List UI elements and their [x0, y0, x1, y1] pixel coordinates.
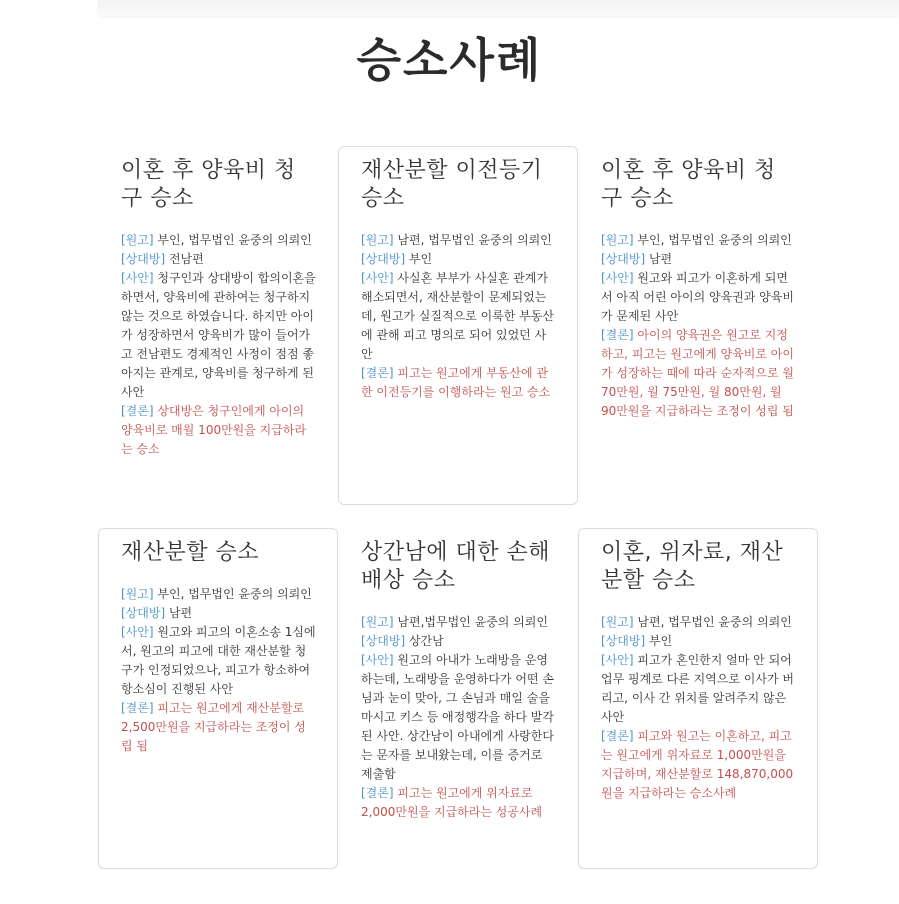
case-summary-row — [601, 651, 797, 727]
row-text: 상간남 — [408, 634, 444, 648]
conclusion-row — [361, 784, 557, 822]
page-title: 승소사례 — [356, 33, 543, 87]
opponent-row — [121, 250, 317, 269]
row-tag: [결론] — [121, 701, 154, 715]
case-card — [338, 146, 578, 505]
case-card — [578, 146, 818, 436]
case-card — [578, 528, 818, 869]
row-text: 부인 — [408, 252, 433, 266]
top-bar — [98, 0, 899, 16]
row-tag: [사안] — [601, 271, 634, 285]
plaintiff-row — [361, 231, 557, 250]
case-summary-row — [361, 269, 557, 364]
row-tag: [원고] — [601, 615, 634, 629]
case-card — [98, 146, 338, 474]
row-text: 사실혼 부부가 사실혼 관계가 해소되면서, 재산분할이 문제되었는데, 원고가 실질적으로 이룩한 부동산에 관해 피고 명의로 되어 있었던 사안 — [361, 271, 554, 361]
row-tag: [상대방] — [121, 252, 166, 266]
plaintiff-row — [601, 231, 797, 250]
row-tag: [사안] — [361, 271, 394, 285]
row-tag: [원고] — [121, 587, 154, 601]
card-title: 상간남에 대한 손해배상 승소 — [361, 540, 551, 593]
card-title: 이혼 후 양육비 청구 승소 — [601, 158, 776, 211]
row-tag: [결론] — [361, 786, 394, 800]
row-text: 부인, 법무법인 윤중의 의뢰인 — [157, 587, 312, 601]
row-text: 피고와 원고는 이혼하고, 피고는 원고에게 위자료로 1,000만원을 지급하며, 재산분할로 148,870,000원을 지급하라는 승소사례 — [601, 729, 794, 800]
row-tag: [결론] — [601, 328, 634, 342]
opponent-row — [361, 250, 557, 269]
row-text: 부인, 법무법인 윤중의 의뢰인 — [157, 233, 312, 247]
row-tag: [결론] — [361, 366, 394, 380]
row-tag: [결론] — [601, 729, 634, 743]
row-tag: [상대방] — [361, 252, 406, 266]
row-text: 아이의 양육권은 원고로 지정하고, 피고는 원고에게 양육비로 아이가 성장하는 때에 따라 순자적으로 월 70만원, 월 75만원, 월 80만원, 월 90만원을 지급하라는 조정이 성립 됨 — [601, 328, 794, 418]
row-text: 원고와 피고가 이혼하게 되면서 아직 어린 아이의 양육권과 양육비가 문제된 사안 — [601, 271, 794, 323]
opponent-row — [601, 250, 797, 269]
row-text: 남편, 법무법인 윤중의 의뢰인 — [637, 615, 792, 629]
case-card — [338, 528, 578, 837]
case-summary-row — [121, 269, 317, 402]
row-text: 원고의 아내가 노래방을 운영하는데, 노래방을 운영하다가 어떤 손님과 눈이 맞아, 그 손님과 매일 술을 마시고 키스 등 애정행각을 하다 발각된 사안. 상간남이 아내에게 사랑한다는 문자를 보내왔는데, 이를 증거로 제출함 — [361, 653, 554, 781]
card-title: 이혼 후 양육비 청구 승소 — [121, 158, 296, 211]
conclusion-row — [601, 326, 797, 421]
row-text: 부인, 법무법인 윤중의 의뢰인 — [637, 233, 792, 247]
row-text: 피고가 혼인한지 얼마 안 되어 업무 핑계로 다른 지역으로 이사가 버리고, 이사 간 위치를 알려주지 않은 사안 — [601, 653, 794, 724]
case-summary-row — [121, 623, 317, 699]
conclusion-row — [361, 364, 557, 402]
opponent-row — [121, 604, 317, 623]
card-title: 재산분할 이전등기 승소 — [361, 158, 543, 211]
row-text: 피고는 원고에게 부동산에 관한 이전등기를 이행하라는 원고 승소 — [361, 366, 551, 399]
row-tag: [상대방] — [121, 606, 166, 620]
conclusion-row — [121, 402, 317, 459]
row-tag: [원고] — [361, 233, 394, 247]
row-text: 피고는 원고에게 재산분할로 2,500만원을 지급하라는 조정이 성립 됨 — [121, 701, 306, 753]
case-card — [98, 528, 338, 869]
row-tag: [상대방] — [361, 634, 406, 648]
row-tag: [결론] — [121, 404, 154, 418]
row-tag: [원고] — [121, 233, 154, 247]
row-text: 상대방은 청구인에게 아이의 양육비로 매월 100만원을 지급하라는 승소 — [121, 404, 307, 456]
plaintiff-row — [121, 231, 317, 250]
opponent-row — [601, 632, 797, 651]
row-tag: [원고] — [361, 615, 394, 629]
plaintiff-row — [121, 585, 317, 604]
plaintiff-row — [361, 613, 557, 632]
row-text: 남편,법무법인 윤중의 의뢰인 — [397, 615, 548, 629]
card-title: 재산분할 승소 — [121, 540, 260, 565]
row-text: 남편, 법무법인 윤중의 의뢰인 — [397, 233, 552, 247]
row-tag: [상대방] — [601, 634, 646, 648]
row-text: 부인 — [648, 634, 673, 648]
plaintiff-row — [601, 613, 797, 632]
row-text: 피고는 원고에게 위자료로 2,000만원을 지급하라는 성공사례 — [361, 786, 543, 819]
row-tag: [사안] — [361, 653, 394, 667]
row-tag: [상대방] — [601, 252, 646, 266]
case-summary-row — [361, 651, 557, 784]
row-tag: [원고] — [601, 233, 634, 247]
opponent-row — [361, 632, 557, 651]
case-summary-row — [601, 269, 797, 326]
row-tag: [사안] — [121, 625, 154, 639]
row-tag: [사안] — [121, 271, 154, 285]
row-text: 청구인과 상대방이 합의이혼을 하면서, 양육비에 관하여는 청구하지 않는 것으로 하였습니다. 하지만 아이가 성장하면서 양육비가 많이 들어가고 전남편도 경제적인 사정이 점점 좋아지는 관계로, 양육비를 청구하게 된 사안 — [121, 271, 316, 399]
row-text: 남편 — [648, 252, 673, 266]
row-text: 남편 — [168, 606, 193, 620]
card-title: 이혼, 위자료, 재산분할 승소 — [601, 540, 784, 593]
row-text: 원고와 피고의 이혼소송 1심에서, 원고의 피고에 대한 재산분할 청구가 인정되었으나, 피고가 항소하여 항소심이 진행된 사안 — [121, 625, 316, 696]
row-tag: [사안] — [601, 653, 634, 667]
conclusion-row — [601, 727, 797, 803]
row-text: 전남편 — [168, 252, 204, 266]
conclusion-row — [121, 699, 317, 756]
